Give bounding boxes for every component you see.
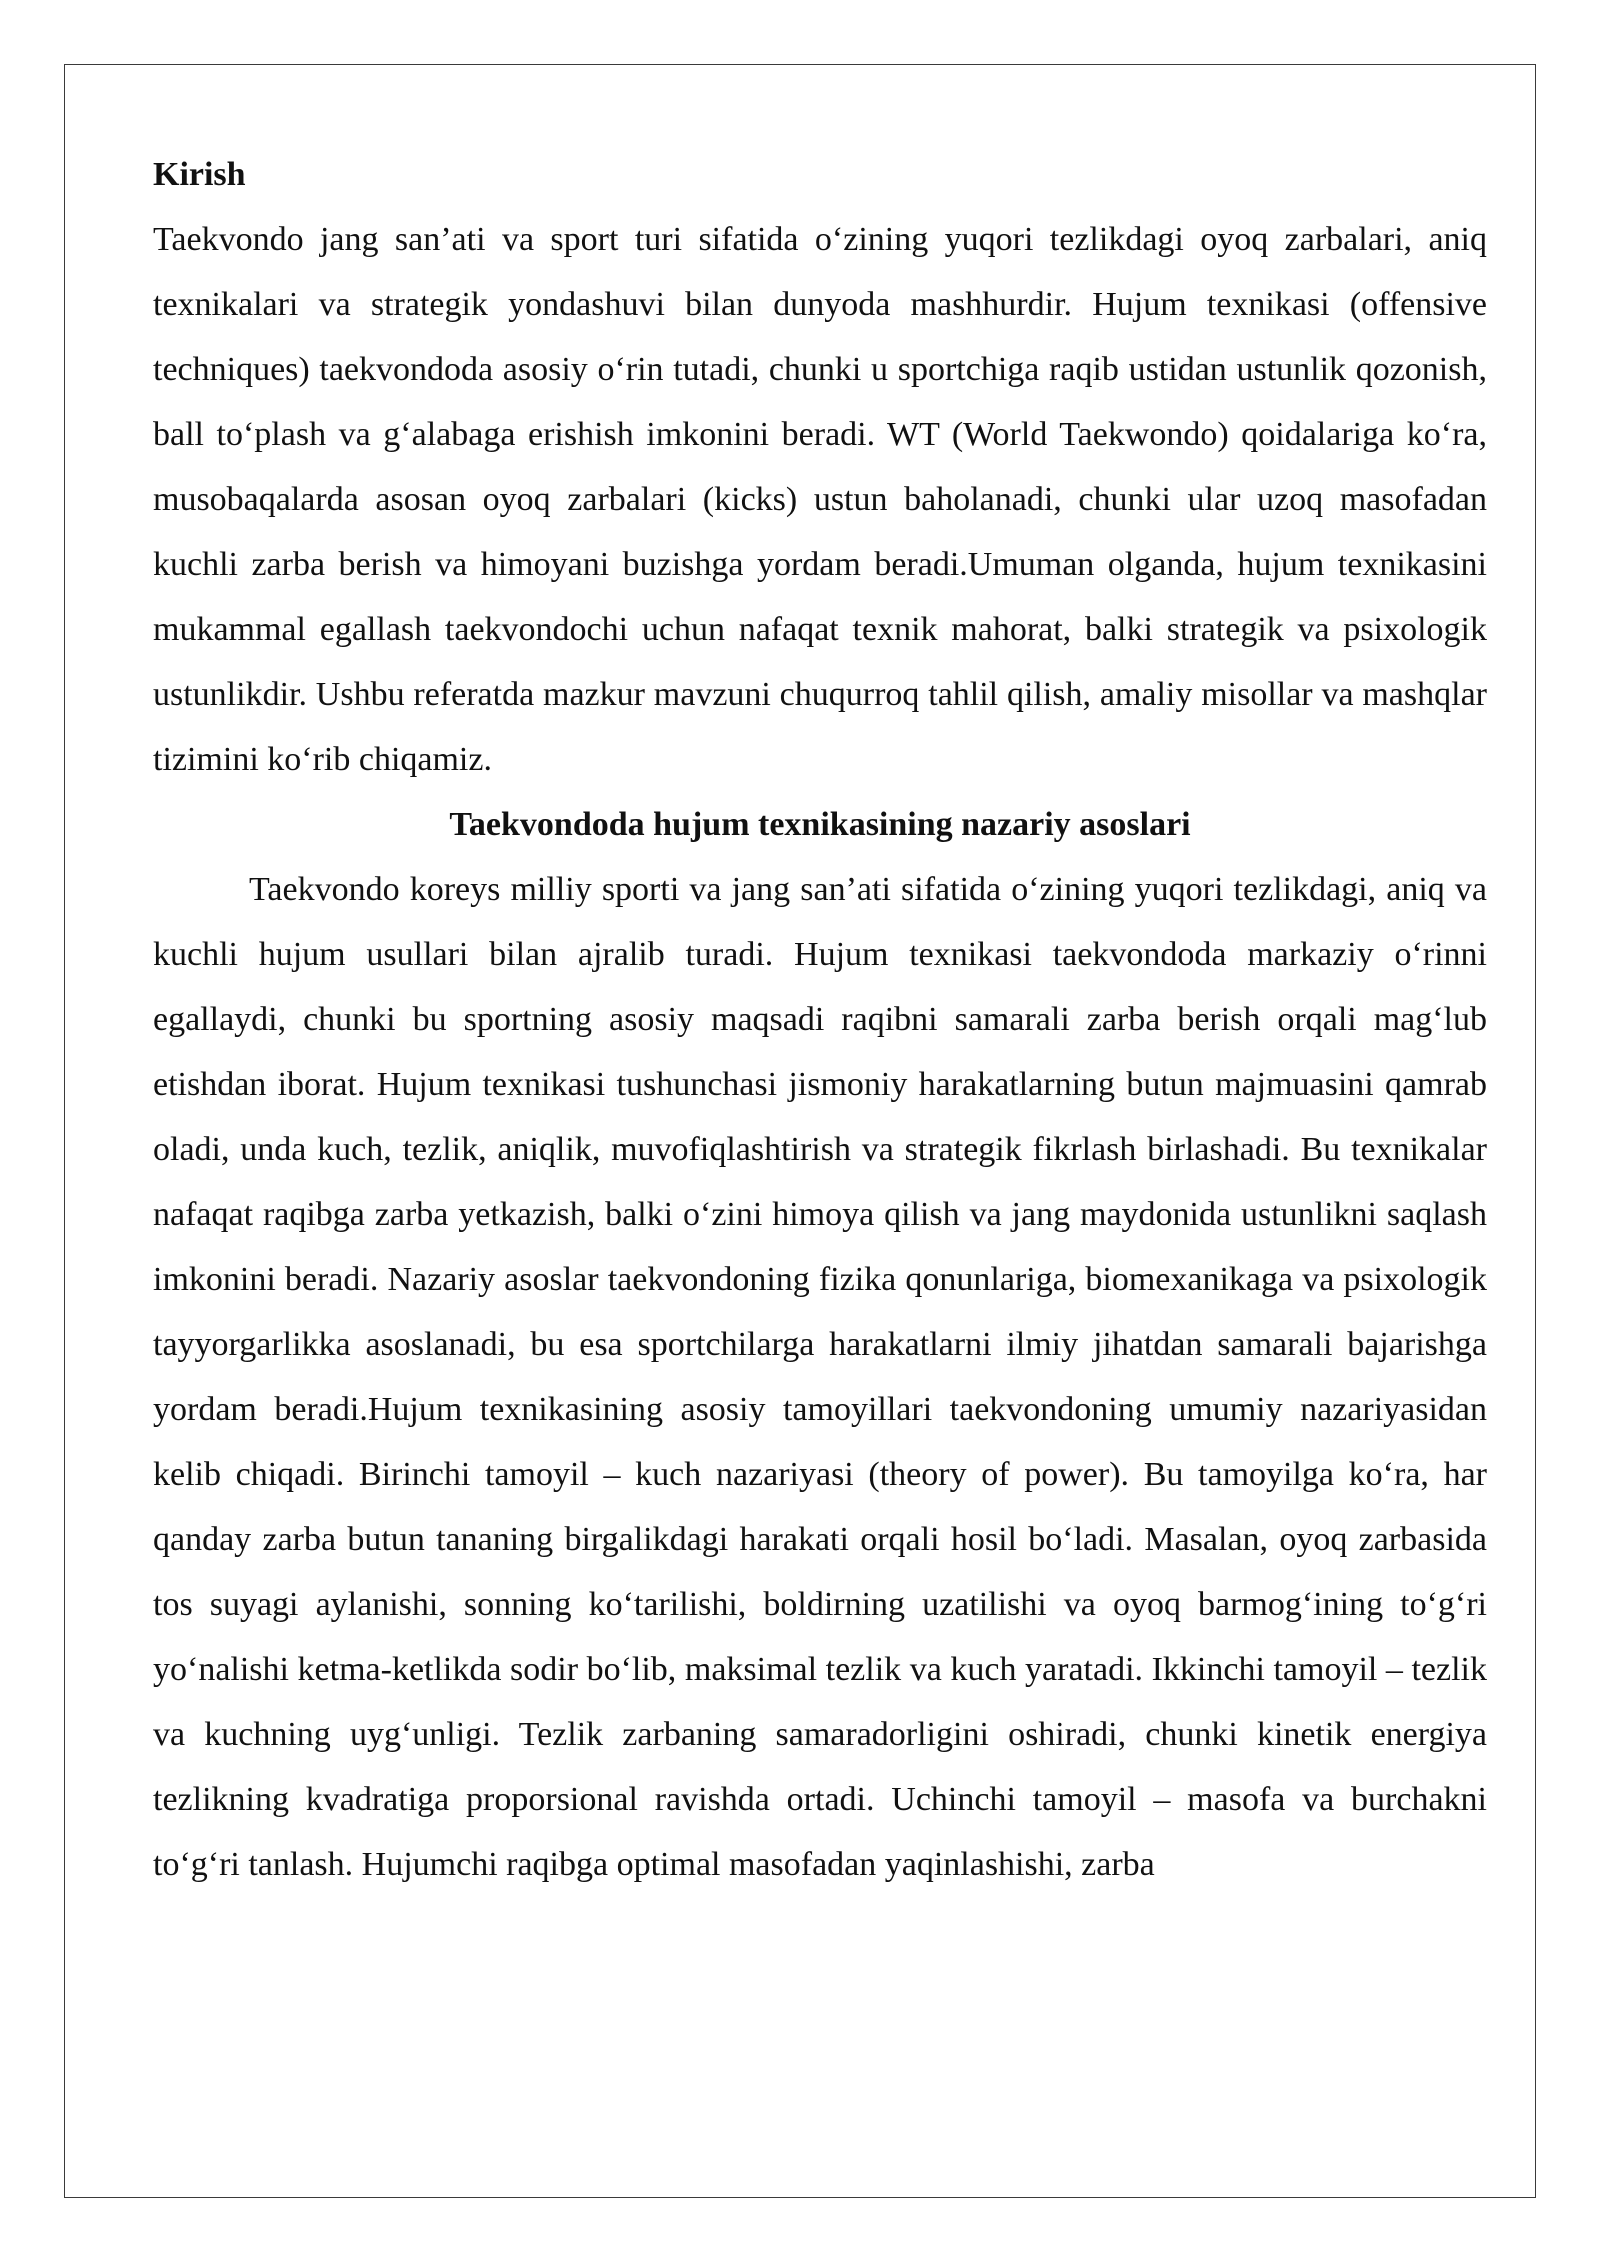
theory-heading: Taekvondoda hujum texnikasining nazariy asoslari (449, 806, 1191, 843)
document-body (153, 142, 1487, 1897)
intro-paragraph: Taekvondo jang san’ati va sport turi sifatida o‘zining yuqori tezlikdagi oyoq zarbalari, aniq texnikalari va strategik yondashuvi bilan dunyoda mashhurdir. Hujum texnikasi (offensive techniques) taekvondoda asosiy o‘rin tutadi, chunki u sportchiga raqib ustidan ustunlik qozonish, ball to‘plash va g‘alabaga erishish imkonini beradi. WT (World Taekwondo) qoidalariga ko‘ra, musobaqalarda asosan oyoq zarbalari (kicks) ustun baholanadi, chunki ular uzoq masofadan kuchli zarba berish va himoyani buzishga yordam beradi.Umuman olganda, hujum texnikasini mukammal egallash taekvondochi uchun nafaqat texnik mahorat, balki strategik va psixologik ustunlikdir. Ushbu referatda mazkur mavzuni chuqurroq tahlil qilish, amaliy misollar va mashqlar tizimini ko‘rib chiqamiz. (153, 221, 1487, 778)
intro-heading: Kirish (153, 156, 246, 193)
theory-paragraph: Taekvondo koreys milliy sporti va jang san’ati sifatida o‘zining yuqori tezlikdagi, aniq va kuchli hujum usullari bilan ajralib turadi. Hujum texnikasi taekvondoda markaziy o‘rinni egallaydi, chunki bu sportning asosiy maqsadi raqibni samarali zarba berish orqali mag‘lub etishdan iborat. Hujum texnikasi tushunchasi jismoniy harakatlarning butun majmuasini qamrab oladi, unda kuch, tezlik, aniqlik, muvofiqlashtirish va strategik fikrlash birlashadi. Bu texnikalar nafaqat raqibga zarba yetkazish, balki o‘zini himoya qilish va jang maydonida ustunlikni saqlash imkonini beradi. Nazariy asoslar taekvondoning fizika qonunlariga, biomexanikaga va psixologik tayyorgarlikka asoslanadi, bu esa sportchilarga harakatlarni ilmiy jihatdan samarali bajarishga yordam beradi.Hujum texnikasining asosiy tamoyillari taekvondoning umumiy nazariyasidan kelib chiqadi. Birinchi tamoyil – kuch nazariyasi (theory of power). Bu tamoyilga ko‘ra, har qanday zarba butun tananing birgalikdagi harakati orqali hosil bo‘ladi. Masalan, oyoq zarbasida tos suyagi aylanishi, sonning ko‘tarilishi, boldirning uzatilishi va oyoq barmog‘ining to‘g‘ri yo‘nalishi ketma-ketlikda sodir bo‘lib, maksimal tezlik va kuch yaratadi. Ikkinchi tamoyil – tezlik va kuchning uyg‘unligi. Tezlik zarbaning samaradorligini oshiradi, chunki kinetik energiya tezlikning kvadratiga proporsional ravishda ortadi. Uchinchi tamoyil – masofa va burchakni to‘g‘ri tanlash. Hujumchi raqibga optimal masofadan yaqinlashishi, zarba (153, 871, 1487, 1883)
